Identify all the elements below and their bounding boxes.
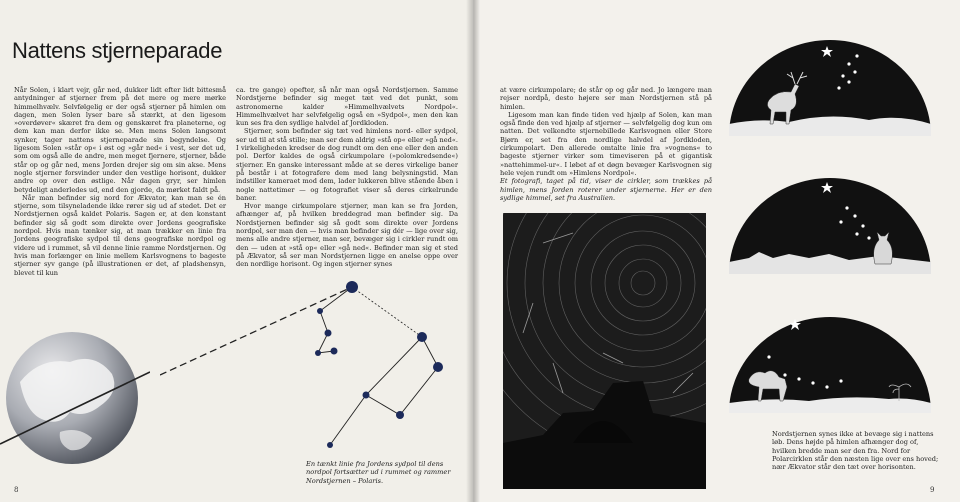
star-trails-photo bbox=[503, 213, 706, 489]
page-number-left: 8 bbox=[14, 486, 19, 494]
page-number-right: 9 bbox=[930, 486, 935, 494]
right-page bbox=[472, 0, 960, 502]
text-column-3 bbox=[500, 86, 712, 202]
cat-rooftops-vignette bbox=[729, 178, 931, 274]
text-column-1 bbox=[14, 86, 226, 277]
book-gutter bbox=[466, 0, 480, 502]
paragraph: Ligesom man kan finde tiden ved hjælp af Solen, kan man også finde den ved hjælp af stjerner — selvfølgelig dog kun om natten. Det velkendte stjernebillede Karlsvognen eller Store Bjørn er, set fra den nordlige halvdel af Jordkloden, cirkumpolart. Den allerede omtalte linie fra »vognens« to bageste stjerner virker som timeviseren på et gigantisk »nattehimmel-ur«. I løbet af et døgn bevæger Karlsvognen sig hele vejen rundt om »Himlens Nordpol«. bbox=[500, 110, 712, 177]
figure-caption-polaris: En tænkt linie fra Jordens sydpol til dens nordpol fortsætter ud i rummet og rammer Nordstjernen – Polaris. bbox=[306, 460, 451, 485]
paragraph: Når Solen, i klart vejr, går ned, dukker lidt efter lidt bittesmå antydninger af stjerner frem på det mere og mere mørke himmelhvælv. Selvfølgelig er der også stjerner på himlen om dagen, men Solen lyser bare så stærkt, at den ligesom »overdøver« skæret fra dem og genskæret fra planeterne, og dem kan man derfor ikke se. Men mens Solen langsomt synker, tager nattens stjerneparade sin begyndelse. Og ligesom Solen »står op« i øst og »går ned« i vest, ser det ud, som om også alle de andre, men meget fjernere, stjerner, både står op og går ned, mens Jorden drejer sig om sin akse. Mens nogle stjerner forsvinder under den vestlige horisont, dukker andre op over den østlige. Når dagen gryr, ser himlen betydeligt anderledes ud, end den gjorde, da mørket faldt på. bbox=[14, 86, 226, 194]
paragraph: Stjerner, som befinder sig tæt ved himlens nord- eller sydpol, ser ud til at stå stille; man ser dem aldrig »stå op« eller »gå ned«. I virkeligheden kredser de dog rundt om den ene eller den anden pol. Derfor kaldes de også cirkumpolare (»polomkredsende«) stjerner. En ganske interessant måde at se deres virkelige baner på består i at fotografere dem med lang belysningstid. Man indstiller kameraet mod dem, lader lukkeren blive stående åben i nogle nattetimer — og fotografiet viser så deres cirkelrunde baner. bbox=[236, 127, 458, 202]
left-page bbox=[0, 0, 472, 502]
big-dipper-polaris-diagram bbox=[160, 275, 460, 455]
desert-camel-vignette bbox=[729, 317, 931, 413]
paragraph: Hvor mange cirkumpolare stjerner, man kan se fra Jorden, afhænger af, på hvilken breddegrad man befinder sig. Da Nordstjernen befinder sig så godt som direkte over Jordens nordpol, ser man den — hvis man befinder sig dér — lige over sig, mens alle andre stjerner, man ser, bevæger sig i cirkler rundt om den — uden at »stå op« eller »gå ned«. Befinder man sig et sted på Ækvator, så ser man Nordstjernen ligge en anelse oppe over den nordlige horisont. Og ingen stjerner synes bbox=[236, 202, 458, 269]
text-column-2 bbox=[236, 86, 458, 269]
earth-globe-illustration bbox=[0, 322, 150, 472]
photo-caption: Et fotografi, taget på tid, viser de cirkler, som trækkes på himlen, mens Jorden roterer under stjernerne. Her er den sydlige himmel, set fra Australien. bbox=[500, 177, 712, 202]
paragraph: Når man befinder sig nord for Ækvator, kan man se én stjerne, som tilsyneladende ikke rører sig ud af stedet. Det er Nordstjernen også kaldet Polaris. Sagen er, at den konstant befinder sig så godt som direkte over Jordens geografiske nordpol. Hvis man tænker sig, at man trækker en linie fra Jordens geografiske sydpol til dens geografiske nordpol og videre ud i rummet, så vil denne linie ramme Nordstjernen. Og hvis man forlænger en linie mellem Karlsvognens to bageste stjerner syv gange (på illustrationen er det, af pladshensyn, blevet til kun bbox=[14, 193, 226, 277]
figure-caption-nordstjernen: Nordstjernen synes ikke at bevæge sig i nattens løb. Dens højde på himlen afhænger dog of, hvilken bredde man ser den fra. Nord for Polarcirklen står den næsten lige over ens hoved; nær Ækvator står den tæt over horisonten. bbox=[772, 430, 939, 472]
paragraph: ca. tre gange) opefter, så når man også Nordstjernen. Samme Nordstjerne befinder sig meget tæt ved det punkt, som astronomerne kalder »Himmelhvælvets Nordpol«. Himmelhvælvet har selvfølgelig også en »Sydpol«, men den kan kun ses fra den sydlige halvdel af Jordkloden. bbox=[236, 86, 458, 128]
arctic-reindeer-vignette bbox=[729, 40, 931, 136]
paragraph: at være cirkumpolare; de står op og går ned. Jo længere man rejser nordpå, desto højere ser man Nordstjernen stå på himlen. bbox=[500, 86, 712, 111]
page-title: Nattens stjerneparade bbox=[12, 38, 223, 63]
